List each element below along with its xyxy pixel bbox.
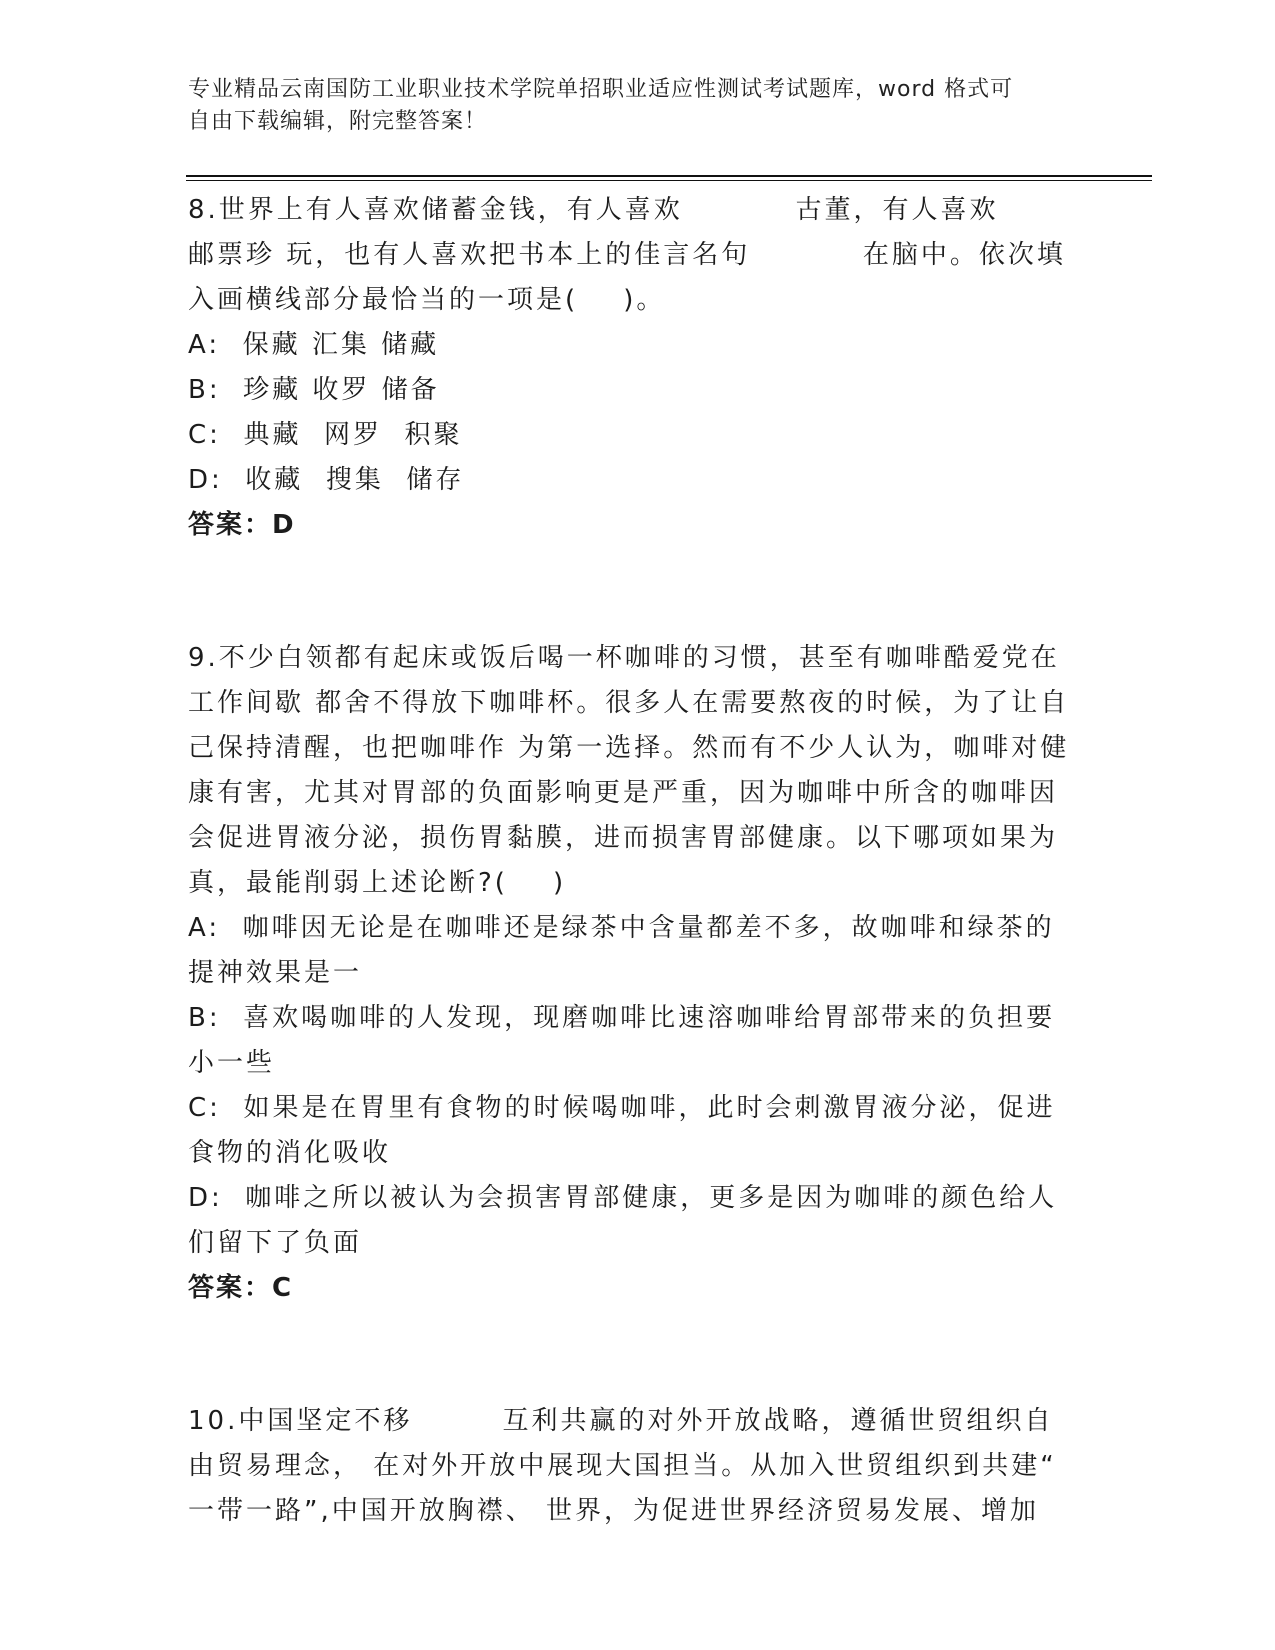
answer-label: 答案：C	[188, 1273, 294, 1303]
option-c: C: 如果是在胃里有食物的时候喝咖啡，此时会刺激胃液分泌，促进	[188, 1093, 1056, 1123]
question-text-line: 邮票珍 玩，也有人喜欢把书本上的佳言名句 在脑中。依次填	[188, 240, 1066, 270]
question-text-line: 入画横线部分最恰当的一项是( )。	[188, 285, 666, 315]
header-line-2: 自由下载编辑，附完整答案！	[188, 109, 488, 134]
question-8	[188, 188, 1088, 548]
question-text-line: 真，最能削弱上述论断?( )	[188, 868, 567, 898]
option-a-continued: 提神效果是一	[188, 958, 363, 988]
question-10	[188, 1399, 1088, 1534]
answer-label: 答案：D	[188, 510, 296, 540]
header-divider-thick	[186, 175, 1152, 177]
question-text-line: 8.世界上有人喜欢储蓄金钱，有人喜欢 古董，有人喜欢	[188, 195, 999, 225]
question-text-line: 9.不少白领都有起床或饭后喝一杯咖啡的习惯，甚至有咖啡酷爱党在	[188, 643, 1060, 673]
section-spacer	[188, 548, 1088, 636]
question-text-line: 10.中国坚定不移 互利共赢的对外开放战略，遵循世贸组织自	[188, 1406, 1054, 1436]
question-text-line: 工作间歇 都舍不得放下咖啡杯。很多人在需要熬夜的时候，为了让自	[188, 688, 1070, 718]
question-9	[188, 636, 1088, 1311]
option-c-continued: 食物的消化吸收	[188, 1138, 392, 1168]
question-text-line: 一带一路”,中国开放胸襟、 世界，为促进世界经济贸易发展、增加	[188, 1496, 1039, 1526]
question-text-line: 由贸易理念， 在对外开放中展现大国担当。从加入世贸组织到共建“	[188, 1451, 1057, 1481]
option-b: B: 喜欢喝咖啡的人发现，现磨咖啡比速溶咖啡给胃部带来的负担要	[188, 1003, 1056, 1033]
option-b: B: 珍藏 收罗 储备	[188, 375, 440, 405]
header-divider-thin	[186, 180, 1152, 181]
option-a: A: 咖啡因无论是在咖啡还是绿茶中含量都差不多，故咖啡和绿茶的	[188, 913, 1055, 943]
option-c: C: 典藏 网罗 积聚	[188, 420, 463, 450]
option-d-continued: 们留下了负面	[188, 1228, 363, 1258]
document-body	[188, 188, 1088, 1534]
question-text-line: 会促进胃液分泌，损伤胃黏膜，进而损害胃部健康。以下哪项如果为	[188, 823, 1059, 853]
section-spacer	[188, 1311, 1088, 1399]
option-a: A: 保藏 汇集 储藏	[188, 330, 440, 360]
question-text-line: 康有害，尤其对胃部的负面影响更是严重，因为咖啡中所含的咖啡因	[188, 778, 1059, 808]
option-d: D: 咖啡之所以被认为会损害胃部健康，更多是因为咖啡的颜色给人	[188, 1183, 1058, 1213]
document-header	[188, 74, 1068, 138]
option-b-continued: 小一些	[188, 1048, 276, 1078]
header-line-1: 专业精品云南国防工业职业技术学院单招职业适应性测试考试题库，word 格式可	[188, 77, 1014, 102]
question-text-line: 己保持清醒，也把咖啡作 为第一选择。然而有不少人认为，咖啡对健	[188, 733, 1070, 763]
option-d: D: 收藏 搜集 储存	[188, 465, 465, 495]
